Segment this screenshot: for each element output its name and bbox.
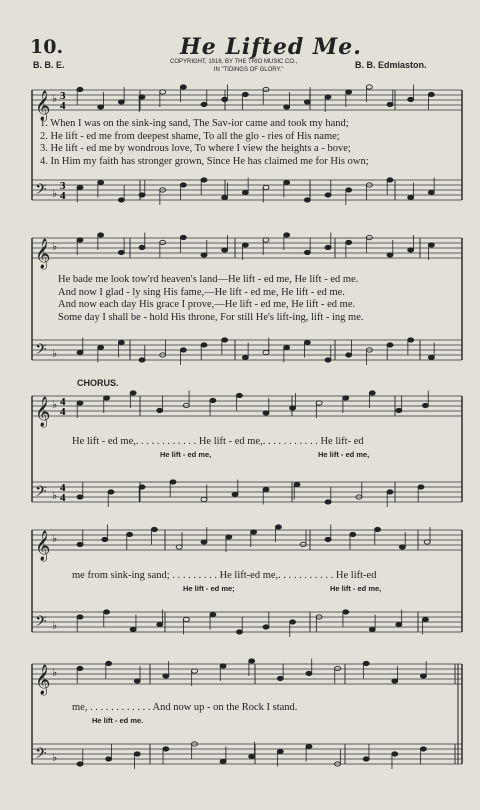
- time-signature: 3: [60, 180, 66, 192]
- note-head: [201, 497, 207, 501]
- note-head: [77, 495, 83, 499]
- bass-clef-icon: 𝄢: [35, 613, 47, 634]
- staff-bass-3: [32, 480, 462, 508]
- note-head: [201, 102, 207, 106]
- treble-clef-icon: 𝄞: [35, 531, 51, 561]
- note-head: [325, 95, 331, 99]
- chorus-label: CHORUS.: [77, 378, 119, 388]
- note-head: [139, 95, 145, 99]
- verse-3-line-b: And now each day His grace I prove,—He lift - ed me, He lift - ed me.: [58, 299, 356, 310]
- note-head: [98, 345, 104, 349]
- chorus-bass-lyric-1a: He lift - ed me,: [160, 450, 212, 459]
- note-head: [249, 659, 255, 663]
- staff-bass-2: [32, 338, 462, 366]
- treble-clef-icon: 𝄞: [35, 239, 51, 269]
- note-head: [346, 353, 352, 357]
- note-head: [220, 664, 226, 668]
- verse-1-line-b: He bade me look tow'rd heaven's land—He lift - ed me, He lift - ed me.: [58, 274, 359, 285]
- note-head: [201, 343, 207, 347]
- note-head: [201, 178, 207, 182]
- note-head: [118, 198, 124, 202]
- staff-treble-2: [32, 233, 462, 271]
- note-head: [236, 393, 242, 397]
- flat-sign-icon: ♭: [52, 240, 58, 253]
- copyright-notice: [170, 58, 297, 74]
- note-head: [346, 188, 352, 192]
- note-head: [392, 679, 398, 683]
- note-head: [77, 542, 83, 546]
- note-head: [408, 338, 414, 342]
- note-head: [222, 97, 228, 101]
- chorus-lyric-3: me, . . . . . . . . . . . . And now up - on the Rock I stand.: [72, 702, 298, 713]
- note-head: [263, 87, 269, 91]
- note-head: [77, 401, 83, 405]
- note-head: [106, 661, 112, 665]
- note-head: [366, 235, 372, 239]
- note-head: [422, 403, 428, 407]
- note-head: [325, 245, 331, 249]
- note-head: [284, 105, 290, 109]
- note-head: [139, 193, 145, 197]
- note-head: [210, 612, 216, 616]
- note-head: [242, 355, 248, 359]
- note-head: [387, 343, 393, 347]
- note-head: [183, 403, 189, 407]
- verse-4-line-b: Some day I shall be - hold His throne, For still He's lift-ing, lift - ing me.: [58, 311, 364, 323]
- verse-3-line-a: 3. He lift - ed me by wondrous love, To where I view the heights a - bove;: [40, 143, 351, 154]
- note-head: [236, 630, 242, 634]
- note-head: [183, 617, 189, 621]
- note-head: [222, 195, 228, 199]
- note-head: [170, 480, 176, 484]
- chorus-bass-lyric-2b: He lift - ed me,: [330, 584, 382, 593]
- note-head: [263, 350, 269, 354]
- note-head: [77, 762, 83, 766]
- note-head: [191, 669, 197, 673]
- note-head: [396, 408, 402, 412]
- note-head: [118, 340, 124, 344]
- note-head: [98, 105, 104, 109]
- words-credit: B. B. Edmiaston.: [355, 60, 427, 70]
- time-signature: 4: [60, 396, 66, 408]
- hymn-title: He Lifted Me.: [180, 34, 362, 60]
- note-head: [180, 85, 186, 89]
- note-head: [428, 243, 434, 247]
- note-head: [369, 391, 375, 395]
- staff-bass-5: [32, 742, 462, 770]
- note-head: [77, 615, 83, 619]
- note-head: [134, 679, 140, 683]
- note-head: [284, 180, 290, 184]
- note-head: [263, 487, 269, 491]
- note-head: [157, 622, 163, 626]
- note-head: [375, 527, 381, 531]
- note-head: [284, 345, 290, 349]
- treble-clef-icon: 𝄞: [35, 91, 51, 121]
- note-head: [222, 248, 228, 252]
- flat-sign-icon: ♭: [52, 619, 58, 632]
- note-head: [130, 627, 136, 631]
- staff-treble-5: [32, 659, 462, 697]
- note-head: [201, 540, 207, 544]
- note-head: [275, 525, 281, 529]
- time-signature: 4: [60, 492, 66, 504]
- note-head: [284, 233, 290, 237]
- flat-sign-icon: ♭: [52, 347, 58, 360]
- note-head: [180, 235, 186, 239]
- flat-sign-icon: ♭: [52, 187, 58, 200]
- chorus-lyric-1: He lift - ed me,. . . . . . . . . . . . He lift - ed me,. . . . . . . . . . . He lift- ed: [72, 436, 364, 447]
- note-head: [290, 406, 296, 410]
- note-head: [104, 396, 110, 400]
- note-head: [418, 485, 424, 489]
- note-head: [249, 754, 255, 758]
- note-head: [277, 749, 283, 753]
- note-head: [176, 545, 182, 549]
- note-head: [251, 530, 257, 534]
- note-head: [118, 100, 124, 104]
- note-head: [263, 625, 269, 629]
- note-head: [77, 87, 83, 91]
- music-credit: B. B. E.: [33, 60, 65, 70]
- time-signature: 4: [60, 482, 66, 494]
- note-head: [160, 90, 166, 94]
- flat-sign-icon: ♭: [52, 398, 58, 411]
- flat-sign-icon: ♭: [52, 489, 58, 502]
- note-head: [77, 238, 83, 242]
- time-signature: 4: [60, 406, 66, 418]
- note-head: [118, 250, 124, 254]
- note-head: [304, 340, 310, 344]
- note-head: [387, 490, 393, 494]
- staff-bass-1: [32, 178, 462, 206]
- note-head: [263, 411, 269, 415]
- note-head: [163, 747, 169, 751]
- note-head: [108, 490, 114, 494]
- note-head: [325, 193, 331, 197]
- bass-clef-icon: 𝄢: [35, 745, 47, 766]
- verse-2-line-b: And now I glad - ly sing His fame,—He lift - ed me, He lift - ed me.: [58, 286, 345, 298]
- note-head: [335, 666, 341, 670]
- note-head: [392, 752, 398, 756]
- note-head: [232, 492, 238, 496]
- note-head: [428, 92, 434, 96]
- verse-block-2: [58, 274, 363, 324]
- note-head: [387, 178, 393, 182]
- note-head: [163, 674, 169, 678]
- note-head: [306, 671, 312, 675]
- flat-sign-icon: ♭: [52, 532, 58, 545]
- staff-bass-4: [32, 610, 462, 638]
- note-head: [160, 240, 166, 244]
- bass-clef-icon: 𝄢: [35, 181, 47, 202]
- note-head: [369, 627, 375, 631]
- note-head: [180, 183, 186, 187]
- flat-sign-icon: ♭: [52, 751, 58, 764]
- flat-sign-icon: ♭: [52, 666, 58, 679]
- note-head: [428, 355, 434, 359]
- bass-clef-icon: 𝄢: [35, 341, 47, 362]
- note-head: [325, 358, 331, 362]
- note-head: [210, 398, 216, 402]
- treble-clef-icon: 𝄞: [35, 397, 51, 427]
- note-head: [139, 358, 145, 362]
- note-head: [428, 190, 434, 194]
- staff-treble-1: [32, 85, 462, 123]
- verse-4-line-a: 4. In Him my faith has stronger grown, Since He has claimed me for His own;: [40, 155, 369, 167]
- note-head: [346, 90, 352, 94]
- staff-treble-4: [32, 525, 462, 563]
- note-head: [139, 485, 145, 489]
- note-head: [157, 408, 163, 412]
- chorus-lyric-2: me from sink-ing sand; . . . . . . . . . He lift-ed me,. . . . . . . . . . . He lift-ed: [72, 570, 377, 581]
- note-head: [325, 500, 331, 504]
- note-head: [277, 676, 283, 680]
- bass-clef-icon: 𝄢: [35, 483, 47, 504]
- note-head: [343, 396, 349, 400]
- note-head: [325, 537, 331, 541]
- note-head: [396, 622, 402, 626]
- note-head: [77, 666, 83, 670]
- verse-2-line-a: 2. He lift - ed me from deepest shame, To all the glo - ries of His name;: [40, 130, 340, 142]
- note-head: [387, 102, 393, 106]
- note-head: [399, 545, 405, 549]
- note-head: [366, 85, 372, 89]
- note-head: [106, 757, 112, 761]
- note-head: [77, 350, 83, 354]
- note-head: [104, 610, 110, 614]
- note-head: [304, 100, 310, 104]
- note-head: [387, 253, 393, 257]
- hymn-number: 10.: [30, 36, 64, 58]
- note-head: [242, 190, 248, 194]
- note-head: [139, 245, 145, 249]
- note-head: [220, 759, 226, 763]
- verse-block-1: [40, 118, 369, 168]
- note-head: [242, 243, 248, 247]
- note-head: [424, 540, 430, 544]
- note-head: [290, 620, 296, 624]
- verse-1-line-a: 1. When I was on the sink-ing sand, The Sav-ior came and took my hand;: [40, 118, 349, 129]
- staff-treble-3: [32, 391, 462, 429]
- note-head: [316, 401, 322, 405]
- note-head: [306, 744, 312, 748]
- note-head: [408, 248, 414, 252]
- note-head: [408, 97, 414, 101]
- time-signature: 4: [60, 190, 66, 202]
- note-head: [294, 482, 300, 486]
- note-head: [134, 752, 140, 756]
- note-head: [420, 674, 426, 678]
- time-signature: 4: [60, 100, 66, 112]
- note-head: [127, 532, 133, 536]
- note-head: [263, 185, 269, 189]
- note-head: [300, 542, 306, 546]
- note-head: [151, 527, 157, 531]
- note-head: [420, 747, 426, 751]
- note-head: [102, 537, 108, 541]
- note-head: [408, 195, 414, 199]
- note-head: [98, 180, 104, 184]
- note-head: [304, 250, 310, 254]
- chorus-bass-lyric-3: He lift - ed me.: [92, 716, 144, 725]
- note-head: [263, 238, 269, 242]
- note-head: [350, 532, 356, 536]
- note-head: [363, 661, 369, 665]
- note-head: [363, 757, 369, 761]
- note-head: [130, 391, 136, 395]
- note-head: [304, 198, 310, 202]
- copyright-line-2: IN "TIDINGS OF GLORY.": [213, 67, 284, 73]
- note-head: [98, 233, 104, 237]
- note-head: [222, 338, 228, 342]
- note-head: [346, 240, 352, 244]
- time-signature: 3: [60, 90, 66, 102]
- chorus-bass-lyric-1b: He lift - ed me,: [318, 450, 370, 459]
- note-head: [201, 253, 207, 257]
- treble-clef-icon: 𝄞: [35, 665, 51, 695]
- chorus-bass-lyric-2a: He lift - ed me;: [183, 584, 235, 593]
- note-head: [77, 185, 83, 189]
- flat-sign-icon: ♭: [52, 92, 58, 105]
- note-head: [180, 348, 186, 352]
- copyright-line-1: COPYRIGHT, 1916, BY THE TRIO MUSIC CO.,: [170, 59, 298, 65]
- note-head: [422, 617, 428, 621]
- note-head: [242, 92, 248, 96]
- note-head: [226, 535, 232, 539]
- note-head: [343, 610, 349, 614]
